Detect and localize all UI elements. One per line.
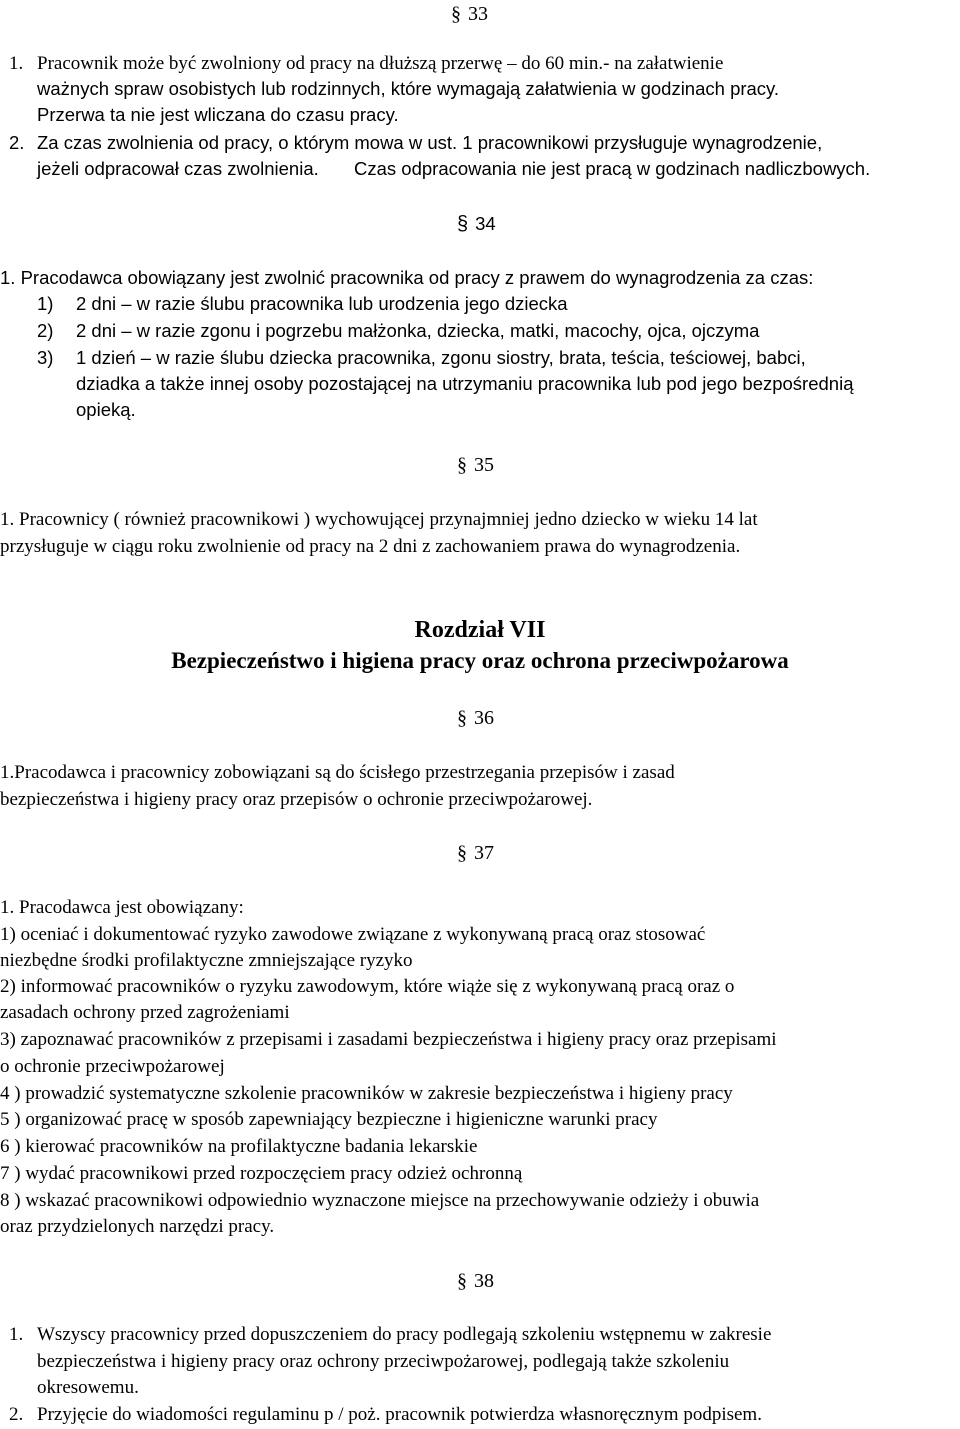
s33-item2-line1: Za czas zwolnienia od pracy, o którym mowa w ust. 1 pracownikowi przysługuje wynagrodzenie, — [37, 132, 823, 153]
s38-item1-number: 1. — [9, 1324, 24, 1345]
s38-item2-line1: Przyjęcie do wiadomości regulaminu p / poż. pracownik potwierdza własnoręcznym podpisem. — [37, 1404, 762, 1425]
s34-sub2: 2 dni – w razie zgonu i pogrzebu małżonka, dziecka, matki, macochy, ojca, ojczyma — [76, 320, 760, 341]
section-37-heading: § 37 — [457, 842, 494, 864]
s37-line: zasadach ochrony przed zagrożeniami — [0, 1002, 290, 1023]
s34-sub1: 2 dni – w razie ślubu pracownika lub urodzenia jego dziecka — [76, 293, 568, 314]
s33-item2-line2a: jeżeli odpracował czas zwolnienia. — [37, 158, 319, 179]
s33-item1-number: 1. — [9, 53, 24, 74]
s38-item1-line3: okresowemu. — [37, 1377, 139, 1398]
s34-sub3-line2: dziadka a także innej osoby pozostającej na utrzymaniu pracownika lub pod jego bezpośrednią — [76, 373, 854, 394]
chapter-title: Rozdział VII — [414, 617, 546, 643]
s37-line: oraz przydzielonych narzędzi pracy. — [0, 1216, 275, 1237]
s37-line: 5 ) organizować pracę w sposób zapewniający bezpieczne i higieniczne warunki pracy — [0, 1109, 658, 1130]
section-33-heading: § 33 — [451, 3, 488, 25]
s37-line: 1) oceniać i dokumentować ryzyko zawodowe związane z wykonywaną pracą oraz stosować — [0, 924, 706, 945]
s37-line: 4 ) prowadzić systematyczne szkolenie pracowników w zakresie bezpieczeństwa i higieny pracy — [0, 1083, 733, 1104]
section-36-heading: § 36 — [457, 707, 494, 729]
s37-line: 6 ) kierować pracowników na profilaktyczne badania lekarskie — [0, 1136, 478, 1157]
s37-line: 7 ) wydać pracownikowi przed rozpoczęciem pracy odzież ochronną — [0, 1163, 523, 1184]
s38-item1-line1: Wszyscy pracownicy przed dopuszczeniem do pracy podlegają szkoleniu wstępnemu w zakresie — [37, 1324, 772, 1345]
s35-line1: 1. Pracownicy ( również pracownikowi ) wychowującej przynajmniej jedno dziecko w wieku 14 lat — [0, 509, 758, 530]
s37-intro: 1. Pracodawca jest obowiązany: — [0, 897, 244, 918]
section-34-heading: § 34 — [457, 213, 496, 235]
chapter-subtitle: Bezpieczeństwo i higiena pracy oraz ochrona przeciwpożarowa — [171, 648, 789, 673]
s34-sub1-number: 1) — [37, 293, 54, 314]
s37-line: o ochronie przeciwpożarowej — [0, 1056, 225, 1077]
s34-sub2-number: 2) — [37, 320, 54, 341]
s34-sub3-number: 3) — [37, 347, 54, 368]
s34-sub3-line3: opieką. — [76, 399, 136, 420]
s37-line: 2) informować pracowników o ryzyku zawodowym, które wiąże się z wykonywaną pracą oraz o — [0, 976, 735, 997]
s36-line1: 1.Pracodawca i pracownicy zobowiązani są do ścisłego przestrzegania przepisów i zasad — [0, 762, 675, 783]
s37-line: 3) zapoznawać pracowników z przepisami i zasadami bezpieczeństwa i higieny pracy oraz przepisami — [0, 1029, 777, 1050]
s33-item2-number: 2. — [9, 132, 25, 153]
s35-line2: przysługuje w ciągu roku zwolnienie od pracy na 2 dni z zachowaniem prawa do wynagrodzenia. — [0, 536, 741, 557]
s37-line: 8 ) wskazać pracownikowi odpowiednio wyznaczone miejsce na przechowywanie odzieży i obuwia — [0, 1190, 760, 1211]
s33-item1-line2: ważnych spraw osobistych lub rodzinnych, które wymagają załatwienia w godzinach pracy. — [37, 78, 780, 99]
s36-line2: bezpieczeństwa i higieny pracy oraz przepisów o ochronie przeciwpożarowej. — [0, 789, 593, 810]
s37-line: niezbędne środki profilaktyczne zmniejszające ryzyko — [0, 950, 413, 971]
s38-item1-line2: bezpieczeństwa i higieny pracy oraz ochrony przeciwpożarowej, podlegają także szkoleniu — [37, 1351, 730, 1372]
s34-sub3-line1: 1 dzień – w razie ślubu dziecka pracownika, zgonu siostry, brata, teścia, teściowej, babci, — [76, 347, 806, 368]
s33-item1-line1: Pracownik może być zwolniony od pracy na dłuższą przerwę – do 60 min.- na załatwienie — [37, 53, 724, 74]
section-35-heading: § 35 — [457, 454, 494, 476]
s33-item1-line3: Przerwa ta nie jest wliczana do czasu pracy. — [37, 104, 399, 125]
s33-item2-line2b: Czas odpracowania nie jest pracą w godzinach nadliczbowych. — [354, 158, 871, 179]
section-38-heading: § 38 — [457, 1270, 494, 1292]
s34-intro: 1. Pracodawca obowiązany jest zwolnić pracownika od pracy z prawem do wynagrodzenia za czas: — [0, 267, 814, 288]
s38-item2-number: 2. — [9, 1404, 24, 1425]
